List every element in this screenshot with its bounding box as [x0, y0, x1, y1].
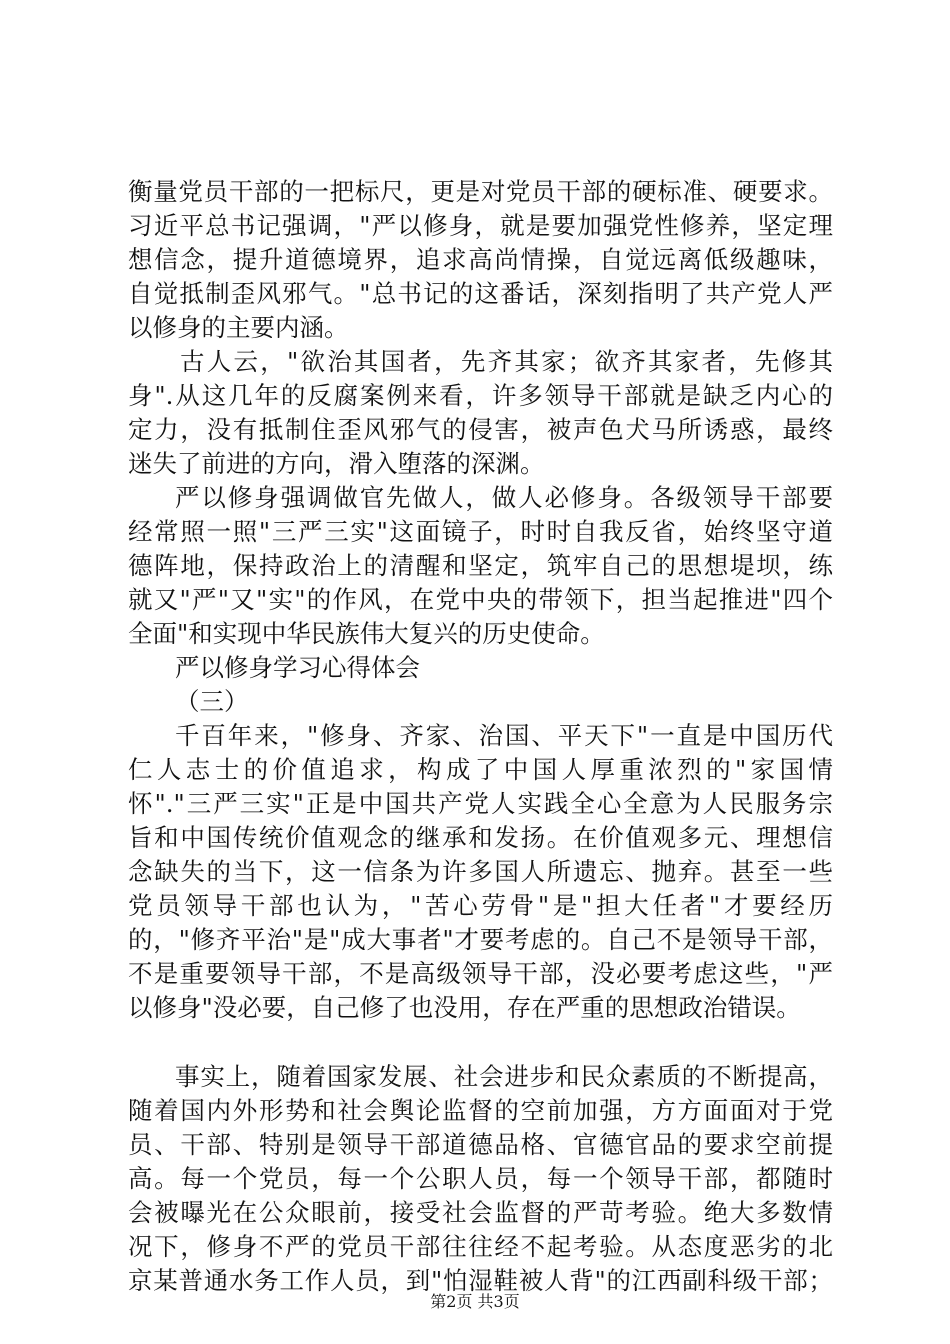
body-text-line: 习近平总书记强调，"严以修身，就是要加强党性修养，坚定理	[128, 211, 833, 240]
body-text-line: 京某普通水务工作人员，到"怕湿鞋被人背"的江西副科级干部；	[128, 1266, 833, 1295]
body-text-line: 员、干部、特别是领导干部道德品格、官德官品的要求空前提	[128, 1130, 833, 1159]
body-text-line: 经常照一照"三严三实"这面镜子，时时自我反省，始终坚守道	[128, 517, 833, 546]
body-text-line: 党员领导干部也认为，"苦心劳骨"是"担大任者"才要经历	[128, 891, 833, 920]
body-text-line: 迷失了前进的方向，滑入堕落的深渊。	[128, 449, 545, 478]
body-text-line: 旨和中国传统价值观念的继承和发扬。在价值观多元、理想信	[128, 823, 833, 852]
section-number: （三）	[175, 687, 249, 716]
body-text-line: 怀"."三严三实"正是中国共产党人实践全心全意为人民服务宗	[128, 789, 833, 818]
body-text-line: 身".从这几年的反腐案例来看，许多领导干部就是缺乏内心的	[128, 381, 833, 410]
body-text-line: 念缺失的当下，这一信条为许多国人所遗忘、抛弃。甚至一些	[128, 857, 833, 886]
body-text-line: 况下，修身不严的党员干部往往经不起考验。从态度恶劣的北	[128, 1232, 833, 1261]
body-text-line: 会被曝光在公众眼前，接受社会监督的严苛考验。绝大多数情	[128, 1198, 833, 1227]
body-text-line: 严以修身强调做官先做人，做人必修身。各级领导干部要	[175, 483, 833, 512]
body-text-line: 事实上，随着国家发展、社会进步和民众素质的不断提高，	[175, 1062, 833, 1091]
body-text-line: 千百年来，"修身、齐家、治国、平天下"一直是中国历代	[175, 721, 833, 750]
body-text-line: 随着国内外形势和社会舆论监督的空前加强，方方面面对于党	[128, 1096, 833, 1125]
section-heading: 严以修身学习心得体会	[175, 653, 420, 682]
body-text-line: 以修身"没必要，自己修了也没用，存在严重的思想政治错误。	[128, 993, 801, 1022]
body-text-line: 不是重要领导干部，不是高级领导干部，没必要考虑这些，"严	[128, 959, 833, 988]
page-footer: 第2页 共3页	[430, 1292, 520, 1311]
body-text-line: 仁人志士的价值追求，构成了中国人厚重浓烈的"家国情	[128, 755, 833, 784]
body-text-line: 以修身的主要内涵。	[128, 313, 349, 342]
body-text-line: 德阵地，保持政治上的清醒和坚定，筑牢自己的思想堤坝，练	[128, 551, 833, 580]
body-text-line: 自觉抵制歪风邪气。"总书记的这番话，深刻指明了共产党人严	[128, 279, 833, 308]
body-text-line: 就又"严"又"实"的作风，在党中央的带领下，担当起推进"四个	[128, 585, 833, 614]
body-text-line: 高。每一个党员，每一个公职人员，每一个领导干部，都随时	[128, 1164, 833, 1193]
body-text-line: 的，"修齐平治"是"成大事者"才要考虑的。自己不是领导干部，	[128, 925, 833, 954]
body-text-line: 想信念，提升道德境界，追求高尚情操，自觉远离低级趣味，	[128, 245, 833, 274]
body-text-line: 衡量党员干部的一把标尺，更是对党员干部的硬标准、硬要求。	[128, 177, 833, 206]
body-text-line: 定力，没有抵制住歪风邪气的侵害，被声色犬马所诱惑，最终	[128, 415, 833, 444]
body-text-line: 古人云，"欲治其国者，先齐其家；欲齐其家者，先修其	[180, 347, 833, 376]
body-text-line: 全面"和实现中华民族伟大复兴的历史使命。	[128, 619, 605, 648]
